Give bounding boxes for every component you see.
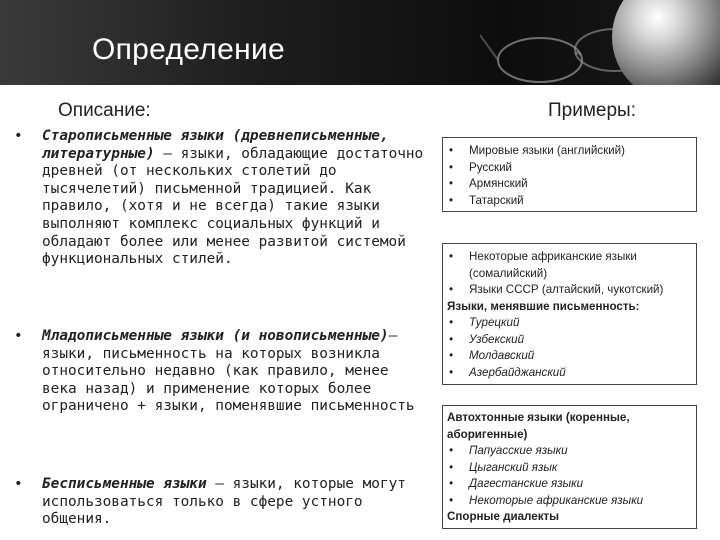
list-item: • Турецкий [443,315,696,332]
list-item: • Папуасские языки [443,443,696,460]
description-heading: Описание: [58,100,151,121]
box-heading: Автохтонные языки (коренные, аборигенные) [447,411,630,441]
list-item: • Узбекский [443,332,696,349]
description-item [42,128,430,269]
list-item: • Русский [443,160,696,177]
list-item: • Мировые языки (английский) [443,143,696,160]
description-text: – языки, которые могут использоваться только в сфере устного общения. [42,476,406,528]
examples-box-young-written [442,243,697,385]
description-term: Младописьменные языки (и новописьменные) [42,328,389,344]
examples-heading: Примеры: [548,100,636,121]
box-subheading: Языки, менявшие письменность: [447,299,640,313]
list-item: • Языки СССР (алтайский, чукотский) [443,282,696,299]
bullet-icon: • [14,128,23,144]
globe-icon [612,0,720,85]
description-item [42,476,430,529]
description-text: – языки, обладающие достаточно древней (от нескольких столетий до тысячелетий) письменной традицией. Как правило, (хотя и не всегда) такие языки выполняют комплекс социальных функций и обладают более или менее развитой системой функциональных стилей. [42,145,424,268]
list-item: • Молдавский [443,348,696,365]
description-item [42,328,430,416]
description-text: – языки, письменность на которых возникла относительно недавно (как правило, менее века назад) и применение которых более ограничено + языки, поменявшие письменность [42,328,415,415]
list-item: • Дагестанские языки [443,476,696,493]
list-item: • Азербайджанский [443,365,696,382]
list-item: • Некоторые африканские языки (сомалийский) [443,249,696,282]
header-banner [0,0,720,85]
bullet-icon: • [14,328,23,344]
list-item: • Армянский [443,176,696,193]
list-item: • Некоторые африканские языки [443,493,696,510]
description-term: Бесписьменные языки [42,476,207,492]
list-item: • Татарский [443,193,696,210]
box-footer: Спорные диалекты [447,510,560,523]
description-term: Старописьменные языки (древнеписьменные, литературные) [42,128,389,162]
list-item: • Цыганский язык [443,460,696,477]
page-title: Определение [92,33,285,66]
examples-box-unwritten [442,405,697,529]
examples-box-old-written [442,137,697,212]
bullet-icon: • [14,476,23,492]
